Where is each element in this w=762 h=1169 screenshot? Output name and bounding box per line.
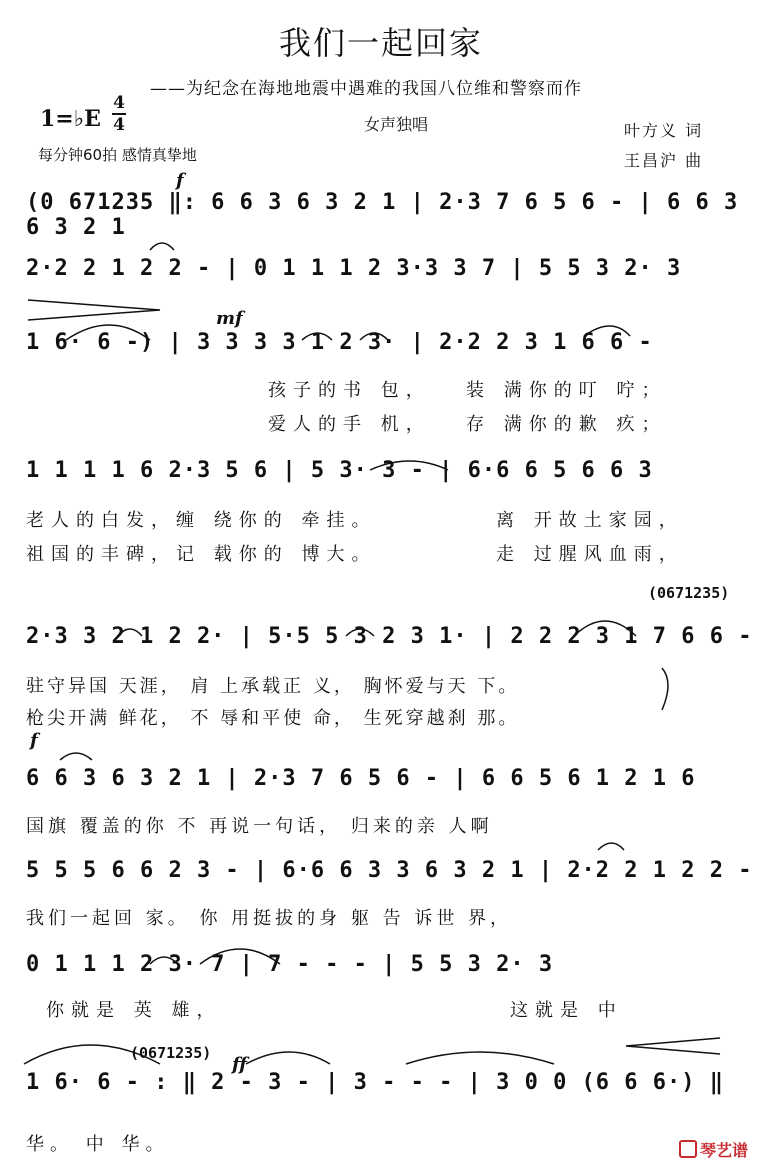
time-signature-bottom: 4 — [113, 115, 125, 135]
dynamic-f-2: f — [30, 730, 38, 751]
slur-3 — [302, 333, 332, 340]
dynamic-mf: mf — [216, 308, 243, 329]
lyric-verse2-a: 爱人的手 机， — [268, 414, 431, 435]
dynamic-ff: ff — [232, 1054, 247, 1075]
slur-15 — [246, 1052, 330, 1064]
lyricist-credit: 叶方义 词 — [624, 121, 704, 140]
slur-5 — [584, 326, 630, 336]
lyric-verse1-b: 装 满你的叮 咛； — [466, 380, 667, 401]
slur-6 — [370, 461, 448, 470]
notation-row-6: 6 6 3 6 3 2 1 | 2·3 7 6 5 6 - | 6 6 5 6 1 2 1 6 — [26, 766, 696, 791]
watermark — [679, 1138, 748, 1161]
lyric-verse2-b: 存 满你的歉 疚； — [466, 414, 667, 435]
subtitle: ——为纪念在海地地震中遇难的我国八位维和警察而作 — [150, 79, 582, 99]
notation-row-5: 2·3 3 2 1 2 2· | 5·5 5 3 2 3 1· | 2 2 2 3 1 7 6 6 - — [26, 624, 753, 649]
lyric-row4-verse2-b: 走 过腥风血雨， — [496, 544, 684, 565]
notation-row-2: 2·2 2 1 2 2 - | 0 1 1 1 2 3·3 3 7 | 5 5 3 2· 3 — [26, 256, 682, 281]
crescendo-2 — [626, 1038, 720, 1054]
slur-14 — [24, 1045, 160, 1064]
notation-row-3: 1 6· 6 -) | 3 3 3 3 1 2 3· | 2·2 2 3 1 6 6 - — [26, 330, 653, 355]
lyric-verse1-a: 孩子的书 包， — [268, 380, 431, 401]
lyric-row9: 华。 中 华。 — [26, 1134, 170, 1155]
intro-motif-marker-2: (0671235) — [130, 1044, 212, 1062]
lyric-row7: 我们一起回 家。 你 用挺拔的身 躯 告 诉世 界， — [26, 908, 513, 929]
lyric-row4-verse1-b: 离 开故土家园， — [496, 510, 684, 531]
slur-13 — [200, 949, 280, 964]
notation-row-9: 1 6· 6 - : ‖ 2 - 3 - | 3 - - - | 3 0 0 (6 6 6·) ‖ — [26, 1070, 725, 1095]
dynamic-f: f — [176, 170, 184, 191]
crescendo-1 — [28, 300, 160, 320]
slur-4 — [360, 333, 388, 340]
slur-9 — [574, 621, 636, 636]
lyric-row5-verse1: 驻守异国 天涯， 肩 上承载正 义， 胸怀爱与天 下。 — [26, 676, 520, 697]
performance-type: 女声独唱 — [364, 115, 429, 134]
lyric-row6: 国旗 覆盖的你 不 再说一句话， 归来的亲 人啊 — [26, 816, 493, 837]
intro-motif-marker: (0671235) — [648, 584, 730, 602]
slur-1 — [150, 243, 174, 250]
composer-credit: 王昌沪 曲 — [624, 151, 704, 170]
lyric-row4-verse2-a: 祖国的丰碑，记 载你的 博大。 — [26, 544, 377, 565]
slur-10 — [60, 753, 92, 760]
lyric-row5-verse2: 枪尖开满 鲜花， 不 辱和平使 命， 生死穿越刹 那。 — [26, 708, 520, 729]
verse-bracket — [662, 668, 668, 710]
time-signature-top: 4 — [113, 93, 125, 113]
lyric-row8-b: 这就是 中 — [510, 1000, 623, 1021]
qinyipu-logo-icon — [679, 1140, 697, 1158]
notation-row-4: 1 1 1 1 6 2·3 5 6 | 5 3· 3 - | 6·6 6 5 6 6 3 — [26, 458, 653, 483]
slur-7 — [118, 629, 142, 636]
lyric-row8-a: 你就是 英 雄， — [46, 1000, 222, 1021]
slur-12 — [150, 957, 178, 964]
lyric-row4-verse1-a: 老人的白发，缠 绕你的 牵挂。 — [26, 510, 377, 531]
slur-2 — [66, 325, 150, 340]
page-title: 我们一起回家 — [278, 24, 483, 62]
tempo-marking: 每分钟60拍 感情真挚地 — [38, 146, 197, 164]
slur-8 — [346, 629, 374, 636]
notation-row-7: 5 5 5 6 6 2 3 - | 6·6 6 3 3 6 3 2 1 | 2·2 2 1 2 2 - — [26, 858, 753, 883]
slur-16 — [406, 1052, 554, 1064]
notation-row-1: (0 671235 ‖: 6 6 3 6 3 2 1 | 2·3 7 6 5 6 - | 6 6 3 6 3 2 1 — [26, 190, 739, 240]
key-signature: 1=♭E — [40, 106, 101, 132]
slur-11 — [598, 843, 624, 850]
notation-row-8: 0 1 1 1 2 3· 7 | 7 - - - | 5 5 3 2· 3 — [26, 952, 554, 977]
watermark-text: 琴艺谱 — [699, 1141, 748, 1160]
